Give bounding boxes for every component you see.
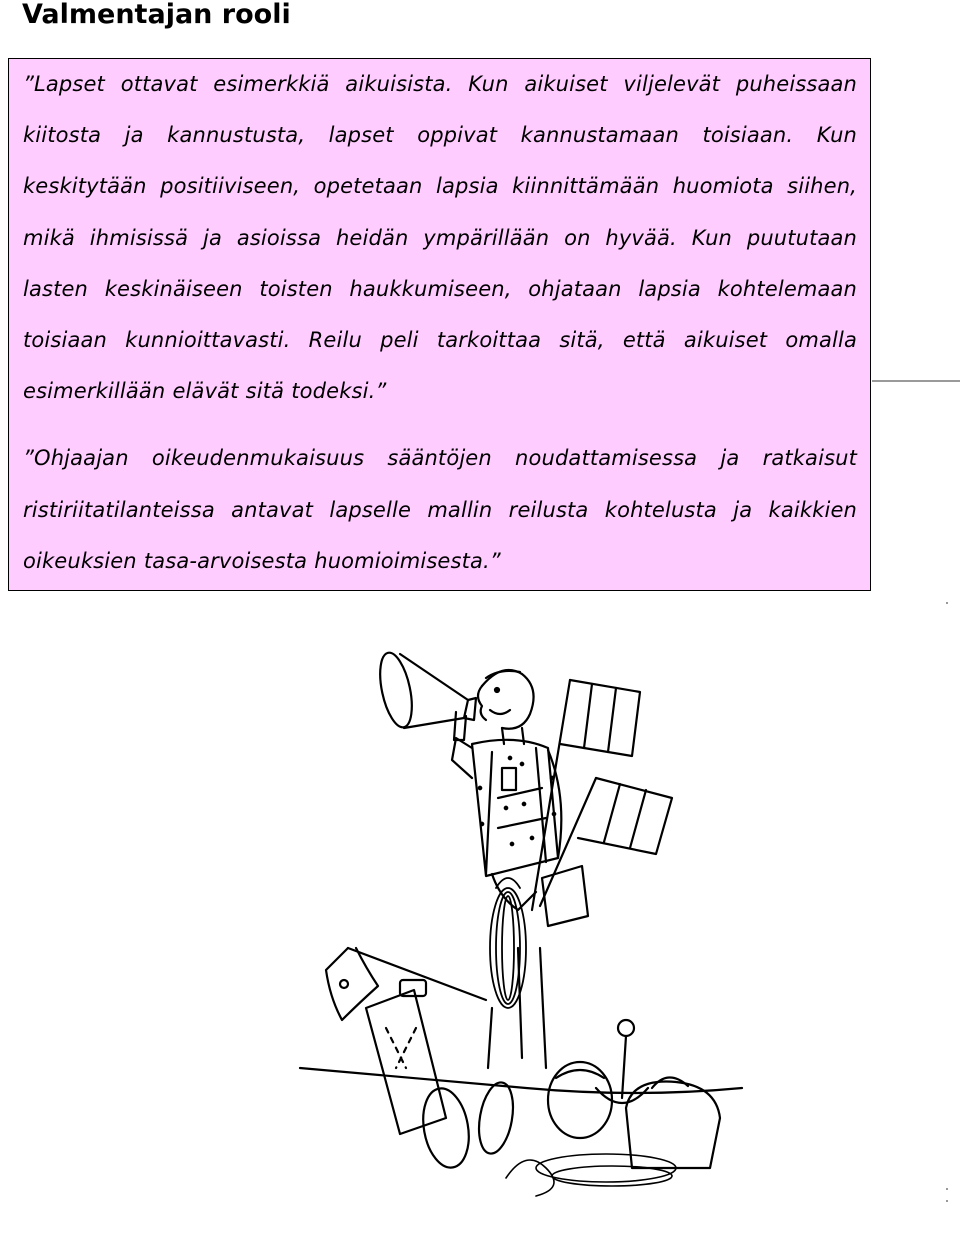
flag-icon	[326, 948, 486, 1020]
margin-dot	[946, 602, 948, 604]
anchor-icon	[596, 1020, 648, 1103]
side-divider-line	[872, 380, 960, 382]
torso	[472, 740, 558, 876]
quote-paragraph-1: ”Lapset ottavat esimerkkiä aikuisista. Kun aikuiset viljelevät puheissaan kiitosta ja kannustusta, lapset oppivat kannustamaan toisiaan. Kun keskitytään positiiviseen, opetetaan lapsia kiinnittämään huomiota siihen, mikä ihmisissä ja asioissa heidän ympärillään on hyvää. Kun puututaan lasten keskinäiseen toisten haukkumiseen, ohjataan lapsia kohtelemaan toisiaan kunnioittavasti. Reilu peli tarkoittaa sitä, että aikuiset omalla esimerkillään elävät sitä todeksi.”	[23, 72, 857, 404]
quote-box	[8, 58, 871, 591]
jerry-can	[366, 980, 446, 1134]
margin-dot	[946, 1188, 948, 1190]
page-title: Valmentajan rooli	[22, 0, 291, 30]
margin-dot	[946, 1200, 948, 1202]
quote-paragraph-2: ”Ohjaajan oikeudenmukaisuus sääntöjen noudattamisessa ja ratkaisut ristiriitatilanteissa antavat lapselle mallin reilusta kohtelusta ja kaikkien oikeuksien tasa-arvoisesta huomioimisesta.”	[23, 446, 857, 573]
megaphone-icon	[374, 650, 476, 740]
coach-illustration	[296, 648, 746, 1208]
head	[478, 670, 534, 744]
rope-coil	[490, 878, 526, 1008]
